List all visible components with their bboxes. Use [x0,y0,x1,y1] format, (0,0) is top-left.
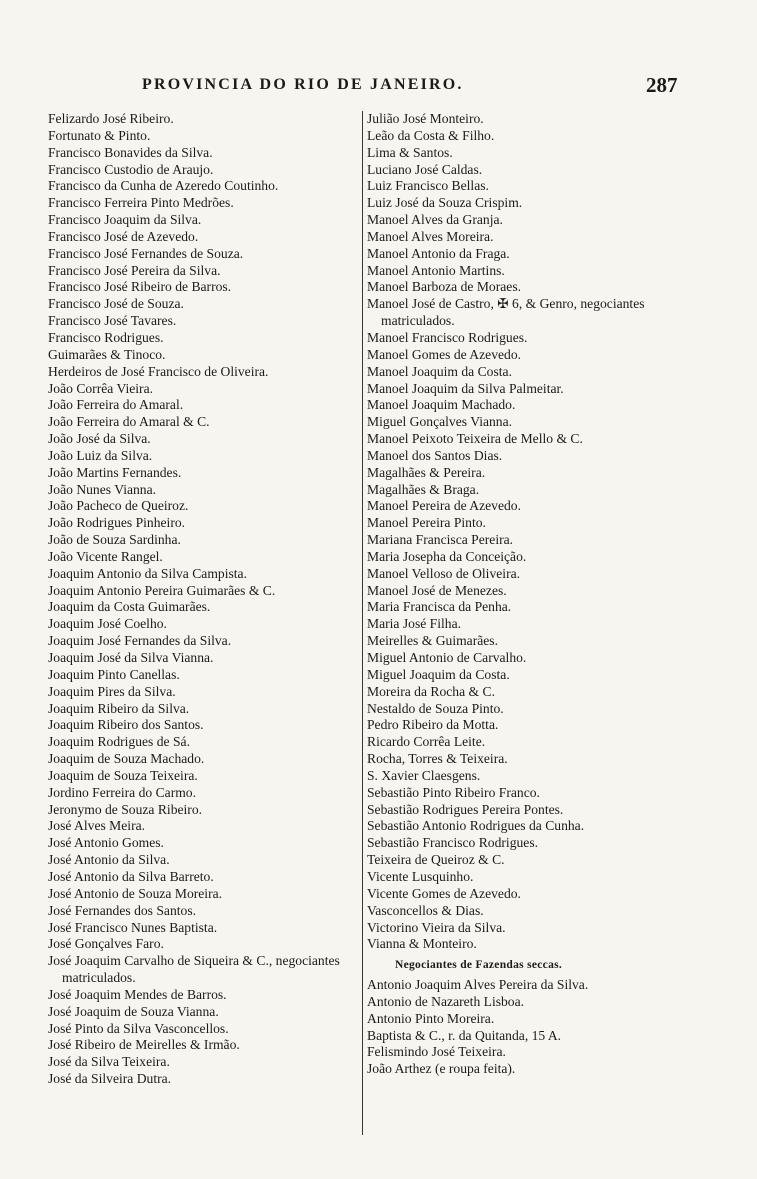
list-item: Manoel Alves da Granja. [367,212,503,228]
list-item: José Pinto da Silva Vasconcellos. [48,1020,229,1036]
list-item: Vasconcellos & Dias. [367,902,484,918]
list-item: Sebastião Francisco Rodrigues. [367,835,539,851]
list-item: Manoel Gomes de Azevedo. [367,346,522,362]
list-item: Antonio Joaquim Alves Pereira da Silva. [367,977,589,993]
list-item: Herdeiros de José Francisco de Oliveira. [48,363,269,379]
list-item: Miguel Joaquim da Costa. [367,666,510,682]
list-item: Vicente Lusquinho. [367,868,474,884]
list-item: Manoel Barboza de Moraes. [367,279,522,295]
list-item: Teixeira de Queiroz & C. [367,852,505,868]
list-item: José Joaquim de Souza Vianna. [48,1003,219,1019]
left-column [48,111,360,1088]
list-item: José Fernandes dos Santos. [48,902,197,918]
list-item: Vicente Gomes de Azevedo. [367,885,521,901]
list-item: José da Silva Teixeira. [48,1054,170,1070]
list-item: Manoel Francisco Rodrigues. [367,329,528,345]
list-item: Miguel Gonçalves Vianna. [367,414,513,430]
list-item: Joaquim de Souza Machado. [48,751,205,767]
list-item: Francisco José Fernandes de Souza. [48,245,244,261]
list-item: João de Souza Sardinha. [48,532,181,548]
list-item: Joaquim José da Silva Vianna. [48,650,214,665]
list-item: José Francisco Nunes Baptista. [48,919,218,935]
list-item: Jeronymo de Souza Ribeiro. [48,801,203,817]
list-item: Antonio de Nazareth Lisboa. [367,993,525,1009]
list-item: João Vicente Rangel. [48,548,163,564]
list-item: Francisco José de Azevedo. [48,228,199,244]
list-item: João Ferreira do Amaral. [48,397,184,413]
list-item: João Ferreira do Amaral & C. [48,414,210,430]
list-item: João Martins Fernandes. [48,464,182,480]
right-column-entries [367,111,695,953]
list-item: Manoel José de Menezes. [367,582,507,598]
list-item: S. Xavier Claesgens. [367,767,481,783]
list-item: José Joaquim Mendes de Barros. [48,986,227,1002]
list-item: Sebastião Antonio Rodrigues da Cunha. [367,818,585,834]
list-item: Manoel Joaquim Machado. [367,397,516,413]
list-item: João Arthez (e roupa feita). [367,1061,516,1077]
list-item: Meirelles & Guimarães. [367,633,498,649]
list-item: Mariana Francisca Pereira. [367,532,514,548]
list-item: Joaquim Ribeiro dos Santos. [48,717,204,733]
list-item: Manoel José de Castro, ✠ 6, & Genro, negociantes matriculados. [367,296,645,329]
list-item: Guimarães & Tinoco. [48,346,166,362]
list-item: Joaquim José Coelho. [48,616,167,632]
list-item: Vianna & Monteiro. [367,936,477,952]
list-item: José Antonio da Silva. [48,852,170,868]
list-item: José Gonçalves Faro. [48,936,164,952]
page-header [0,73,757,104]
list-item: João Nunes Vianna. [48,481,157,497]
list-item: Joaquim Antonio Pereira Guimarães & C. [48,582,276,598]
list-item: Francisco Joaquim da Silva. [48,212,202,228]
list-item: Manoel dos Santos Dias. [367,447,503,463]
list-item: Francisco Ferreira Pinto Medrões. [48,195,234,211]
list-item: José da Silveira Dutra. [48,1071,172,1087]
list-item: Magalhães & Pereira. [367,464,486,480]
list-item: Manoel Joaquim da Silva Palmeitar. [367,380,564,396]
list-item: José Alves Meira. [48,818,146,834]
list-item: Maria Francisca da Penha. [367,599,512,615]
list-item: Francisco da Cunha de Azeredo Coutinho. [48,178,279,194]
list-item: Francisco Rodrigues. [48,329,164,345]
list-item: Joaquim Rodrigues de Sá. [48,734,190,750]
list-item: Joaquim da Costa Guimarães. [48,599,211,615]
column-divider [362,111,363,1135]
list-item: Magalhães & Braga. [367,481,480,497]
list-item: Luiz José da Souza Crispim. [367,195,523,211]
list-item: Joaquim Antonio da Silva Campista. [48,565,247,581]
list-item: Francisco José Pereira da Silva. [48,262,221,278]
list-item: João Corrêa Vieira. [48,380,153,396]
page-number: 287 [646,73,678,97]
list-item: Pedro Ribeiro da Motta. [367,717,499,733]
list-item: José Ribeiro de Meirelles & Irmão. [48,1037,240,1053]
list-item: João José da Silva. [48,431,151,447]
list-item: José Antonio da Silva Barreto. [48,868,214,884]
list-item: Antonio Pinto Moreira. [367,1010,495,1026]
list-item: Felizardo José Ribeiro. [48,111,174,126]
list-item: Francisco José de Souza. [48,296,184,312]
list-item: Manoel Pereira de Azevedo. [367,498,521,514]
list-item: José Joaquim Carvalho de Siqueira & C., negociantes matriculados. [48,953,340,986]
list-item: Joaquim Pinto Canellas. [48,666,180,682]
list-item: João Rodrigues Pinheiro. [48,515,186,531]
list-item: João Pacheco de Queiroz. [48,498,189,514]
list-item: Maria Josepha da Conceição. [367,548,527,564]
section-heading: Negociantes de Fazendas seccas. [395,959,563,972]
list-item: Joaquim Ribeiro da Silva. [48,700,190,716]
list-item: Manoel Antonio Martins. [367,262,505,278]
list-item: Joaquim José Fernandes da Silva. [48,633,232,649]
list-item: Miguel Antonio de Carvalho. [367,650,527,665]
list-item: Leão da Costa & Filho. [367,127,495,143]
list-item: João Luiz da Silva. [48,447,153,463]
list-item: Luiz Francisco Bellas. [367,178,489,194]
list-item: Nestaldo de Souza Pinto. [367,700,504,716]
list-item: Joaquim de Souza Teixeira. [48,767,198,783]
list-item: Rocha, Torres & Teixeira. [367,751,508,767]
list-item: Manoel Pereira Pinto. [367,515,486,531]
list-item: Jordino Ferreira do Carmo. [48,784,196,800]
list-item: Francisco José Tavares. [48,313,177,329]
list-item: Maria José Filha. [367,616,462,632]
list-item: Francisco José Ribeiro de Barros. [48,279,232,295]
list-item: Sebastião Pinto Ribeiro Franco. [367,784,540,800]
list-item: Moreira da Rocha & C. [367,683,495,699]
list-item: Felismindo José Teixeira. [367,1044,506,1060]
list-item: Francisco Bonavides da Silva. [48,144,213,160]
list-item: Luciano José Caldas. [367,161,483,177]
list-item: Ricardo Corrêa Leite. [367,734,486,750]
list-item: José Antonio Gomes. [48,835,164,851]
list-item: Sebastião Rodrigues Pereira Pontes. [367,801,564,817]
list-item: Joaquim Pires da Silva. [48,683,176,699]
list-item: Lima & Santos. [367,144,453,160]
page-title: PROVINCIA DO RIO DE JANEIRO. [142,76,464,93]
list-item: Victorino Vieira da Silva. [367,919,506,935]
list-item: Manoel Velloso de Oliveira. [367,565,521,581]
list-item: Francisco Custodio de Araujo. [48,161,214,177]
list-item: Manoel Peixoto Teixeira de Mello & C. [367,431,583,447]
list-item: Manoel Antonio da Fraga. [367,245,510,261]
list-item: Fortunato & Pinto. [48,127,151,143]
list-item: Baptista & C., r. da Quitanda, 15 A. [367,1027,562,1043]
list-item: Manoel Alves Moreira. [367,228,494,244]
list-item: José Antonio de Souza Moreira. [48,885,223,901]
list-item: Julião José Monteiro. [367,111,484,126]
right-column [367,111,695,1078]
section-entries [367,977,695,1078]
list-item: Manoel Joaquim da Costa. [367,363,512,379]
